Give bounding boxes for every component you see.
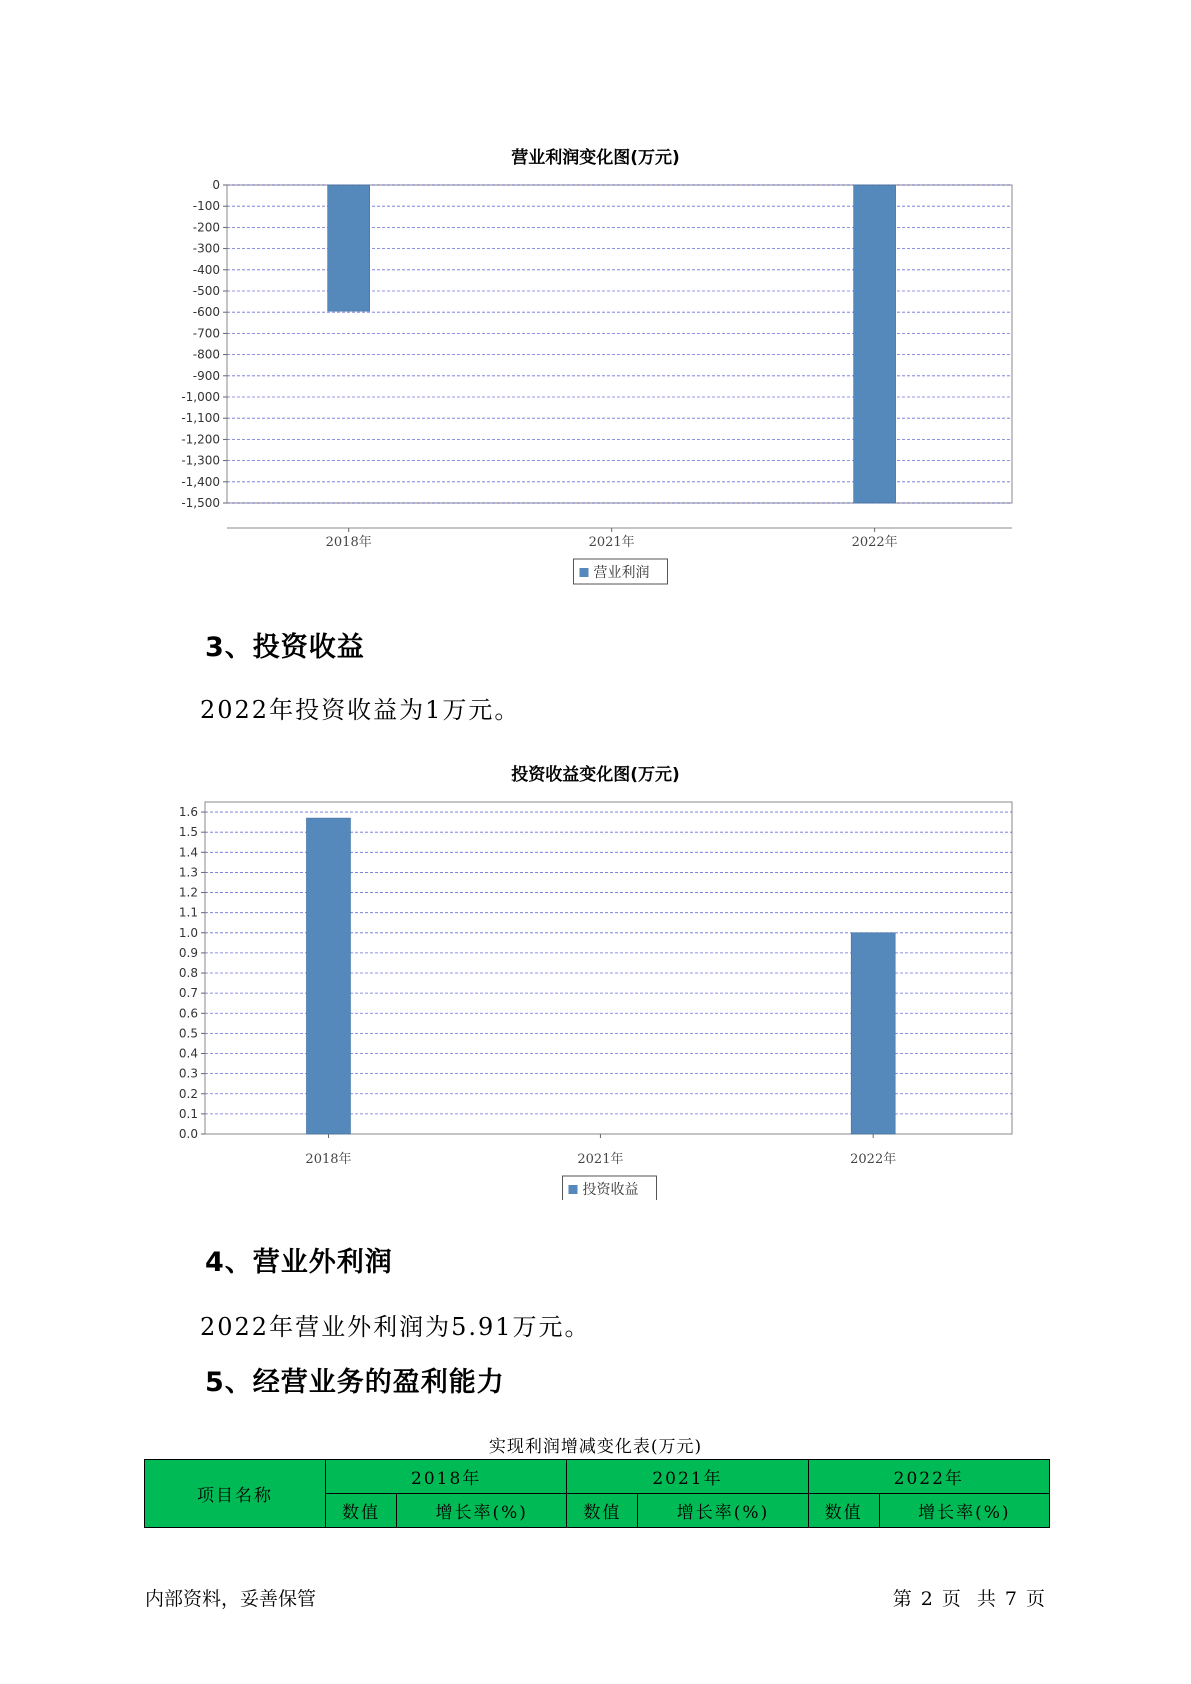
item-name-header: 项目名称 xyxy=(145,1460,326,1528)
footer-confidential: 内部资料，妥善保管 xyxy=(145,1588,317,1610)
y-tick-label: -800 xyxy=(192,347,220,362)
y-tick-label: 1.2 xyxy=(178,885,198,900)
y-tick-label: 1.1 xyxy=(178,905,198,920)
y-tick-label: -1,000 xyxy=(181,390,220,404)
section3-text: 2022年投资收益为1万元。 xyxy=(200,696,521,724)
bar-2018年 xyxy=(306,818,350,1134)
legend-swatch xyxy=(569,1185,578,1194)
table-header-row xyxy=(145,1460,1050,1494)
chart1-title: 营业利润变化图(万元) xyxy=(511,148,680,168)
y-tick-label: 0.2 xyxy=(178,1086,198,1101)
page-mid: 页 xyxy=(941,1588,962,1610)
section4-heading: 4、营业外利润 xyxy=(205,1247,393,1278)
value-header-2022: 数值 xyxy=(808,1494,879,1528)
y-tick-label: 0.5 xyxy=(178,1026,198,1041)
y-tick-label: -900 xyxy=(192,368,220,383)
y-tick-label: -600 xyxy=(192,305,220,320)
bar-2022年 xyxy=(851,933,895,1134)
y-tick-label: 0.3 xyxy=(178,1066,198,1081)
x-tick-label: 2018年 xyxy=(325,535,372,550)
y-tick-label: -100 xyxy=(192,199,220,214)
year-header-2021: 2021年 xyxy=(567,1460,808,1494)
growth-header-2018: 增长率(%) xyxy=(397,1494,567,1528)
x-tick-label: 2021年 xyxy=(577,1152,624,1167)
section5-heading: 5、经营业务的盈利能力 xyxy=(205,1367,505,1398)
y-tick-label: 0.1 xyxy=(178,1106,198,1121)
year-header-2018: 2018年 xyxy=(326,1460,567,1494)
legend-label: 投资收益 xyxy=(582,1182,639,1198)
total-suffix: 页 xyxy=(1025,1588,1046,1610)
total-prefix: 共 xyxy=(976,1588,997,1610)
y-tick-label: 0.9 xyxy=(178,945,198,960)
chart2-title: 投资收益变化图(万元) xyxy=(511,765,680,785)
y-tick-label: -400 xyxy=(192,262,220,277)
page-number xyxy=(889,1584,1050,1611)
y-tick-label: -1,200 xyxy=(181,432,220,447)
y-tick-label: -1,300 xyxy=(181,453,220,468)
y-tick-label: 0 xyxy=(212,178,220,192)
x-tick-label: 2022年 xyxy=(850,1152,897,1167)
year-header-2022: 2022年 xyxy=(808,1460,1049,1494)
current-page: 2 xyxy=(920,1588,934,1610)
legend-label: 营业利润 xyxy=(593,565,650,581)
y-tick-label: -500 xyxy=(192,284,220,298)
y-tick-label: 0.0 xyxy=(178,1127,198,1141)
y-tick-label: -1,500 xyxy=(181,496,220,510)
profit-change-table xyxy=(144,1459,1050,1528)
y-tick-label: -200 xyxy=(192,220,220,235)
growth-header-2021: 增长率(%) xyxy=(638,1494,808,1528)
value-header-2021: 数值 xyxy=(567,1494,638,1528)
section3-heading: 3、投资收益 xyxy=(205,632,365,663)
total-pages: 7 xyxy=(1004,1588,1018,1610)
y-tick-label: 1.3 xyxy=(178,865,198,880)
y-tick-label: 1.5 xyxy=(178,825,198,840)
y-tick-label: 0.4 xyxy=(178,1046,198,1061)
table-caption: 实现利润增减变化表(万元) xyxy=(488,1437,703,1457)
x-tick-label: 2018年 xyxy=(305,1152,352,1167)
y-tick-label: 1.4 xyxy=(178,845,198,860)
page-prefix: 第 xyxy=(892,1588,913,1610)
y-tick-label: -1,100 xyxy=(181,411,220,426)
y-tick-label: 0.6 xyxy=(178,1006,198,1021)
value-header-2018: 数值 xyxy=(326,1494,397,1528)
growth-header-2022: 增长率(%) xyxy=(879,1494,1049,1528)
y-tick-label: 1.6 xyxy=(178,805,198,820)
y-tick-label: -700 xyxy=(192,326,220,341)
x-tick-label: 2022年 xyxy=(851,535,898,550)
y-tick-label: 1.0 xyxy=(178,925,198,940)
section4-text: 2022年营业外利润为5.91万元。 xyxy=(200,1313,591,1341)
y-tick-label: -300 xyxy=(192,241,220,256)
y-tick-label: 0.7 xyxy=(178,986,198,1001)
x-tick-label: 2021年 xyxy=(588,535,635,550)
y-tick-label: 0.8 xyxy=(178,966,198,981)
y-tick-label: -1,400 xyxy=(181,474,220,489)
